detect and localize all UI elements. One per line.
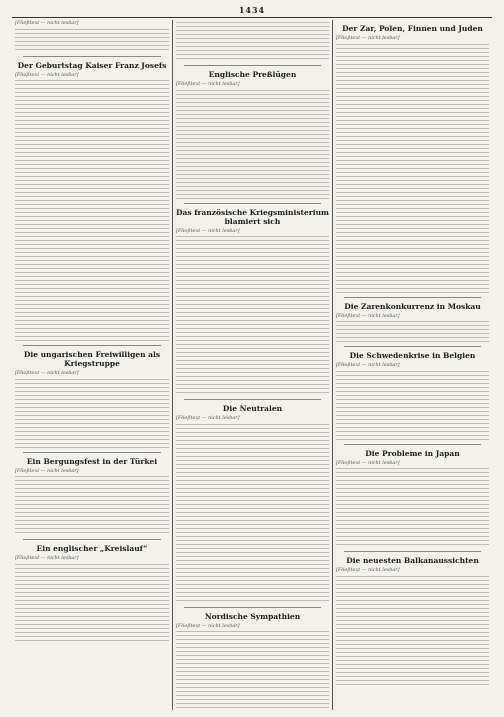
article-body-placeholder: [Fließtext — nicht lesbar] — [176, 622, 240, 629]
article-c1-6 — [15, 544, 169, 644]
article-heading: Nordische Sympathien — [204, 611, 301, 621]
article-body-placeholder: [Fließtext — nicht lesbar] — [15, 370, 79, 377]
article-body-placeholder: [Fließtext — nicht lesbar] — [336, 35, 400, 41]
illegible-text-block — [15, 29, 169, 53]
article-c2-2 — [176, 208, 329, 397]
article-divider — [23, 452, 161, 453]
illegible-text-block — [15, 564, 169, 644]
column-3 — [332, 20, 492, 710]
illegible-text-block — [15, 80, 169, 190]
article-c3-4 — [336, 449, 489, 549]
illegible-text-block — [176, 90, 329, 200]
illegible-text-block — [176, 424, 329, 604]
article-c1-2 — [15, 61, 169, 191]
article-divider — [184, 399, 321, 400]
article-heading: Die ungarischen Freiwilligen als Kriegstruppe — [23, 350, 161, 369]
article-c2-1 — [176, 70, 329, 200]
article-heading: Ein englischer „Kreislauf“ — [36, 544, 148, 554]
article-heading: Die Schwedenkrise in Belgien — [349, 351, 476, 361]
illegible-text-block — [336, 371, 489, 441]
article-body-placeholder: [Fließtext — nicht lesbar] — [336, 567, 400, 574]
column-1 — [12, 20, 172, 710]
article-heading: Der Zar, Polen, Finnen und Juden — [342, 24, 483, 33]
illegible-text-block — [336, 44, 489, 294]
header-rule — [12, 17, 492, 18]
article-c1-3 — [15, 192, 169, 342]
article-heading: Die Neutralen — [222, 404, 283, 414]
illegible-text-block — [15, 192, 169, 342]
article-heading: Ein Bergungsfest in der Türkei — [26, 456, 158, 466]
article-body-placeholder: [Fließtext — nicht lesbar] — [176, 227, 240, 234]
article-divider — [344, 297, 481, 298]
article-divider — [344, 346, 481, 347]
article-c1-1 — [15, 20, 169, 53]
article-c2-3 — [176, 404, 329, 604]
article-heading: Die Zarenkonkurrenz in Moskau — [344, 301, 481, 311]
article-c2-4 — [176, 612, 329, 710]
illegible-text-block — [336, 576, 489, 686]
article-body-placeholder: [Fließtext — nicht lesbar] — [15, 71, 79, 78]
illegible-text-block — [15, 379, 169, 449]
article-c3-5 — [336, 556, 489, 686]
article-divider — [23, 56, 161, 57]
article-c3-3 — [336, 351, 489, 441]
article-divider — [184, 203, 321, 204]
page-number: 1434 — [238, 5, 266, 15]
article-divider — [23, 345, 161, 346]
article-c3-2 — [336, 302, 489, 344]
column-2 — [172, 20, 332, 710]
article-heading: Englische Preßlügen — [208, 70, 297, 79]
article-c2-0 — [176, 22, 329, 62]
illegible-text-block — [336, 321, 489, 343]
article-divider — [344, 551, 481, 552]
article-body-placeholder: [Fließtext — nicht lesbar] — [15, 20, 79, 26]
article-body-placeholder: [Fließtext — nicht lesbar] — [176, 81, 240, 87]
article-heading: Die neuesten Balkanaussichten — [346, 556, 479, 566]
illegible-text-block — [176, 236, 329, 396]
article-divider — [184, 607, 321, 608]
article-divider — [23, 539, 161, 540]
article-heading: Das französische Kriegsministerium blamiert sich — [176, 207, 329, 226]
article-body-placeholder: [Fließtext — nicht lesbar] — [15, 467, 79, 474]
article-divider — [184, 65, 321, 66]
illegible-text-block — [15, 476, 169, 536]
illegible-text-block — [176, 631, 329, 710]
article-body-placeholder: [Fließtext — nicht lesbar] — [176, 415, 240, 422]
article-body-placeholder: [Fließtext — nicht lesbar] — [336, 312, 400, 319]
article-heading: Der Geburtstag Kaiser Franz Josefs — [17, 60, 167, 70]
article-heading: Die Probleme in Japan — [365, 448, 460, 458]
article-body-placeholder: [Fließtext — nicht lesbar] — [336, 459, 400, 466]
article-c1-4 — [15, 350, 169, 449]
illegible-text-block — [176, 22, 329, 62]
article-body-placeholder: [Fließtext — nicht lesbar] — [336, 362, 400, 369]
article-c3-1 — [336, 24, 489, 294]
article-c1-5 — [15, 457, 169, 537]
article-body-placeholder: [Fließtext — nicht lesbar] — [15, 555, 79, 562]
illegible-text-block — [336, 468, 489, 548]
article-divider — [344, 444, 481, 445]
